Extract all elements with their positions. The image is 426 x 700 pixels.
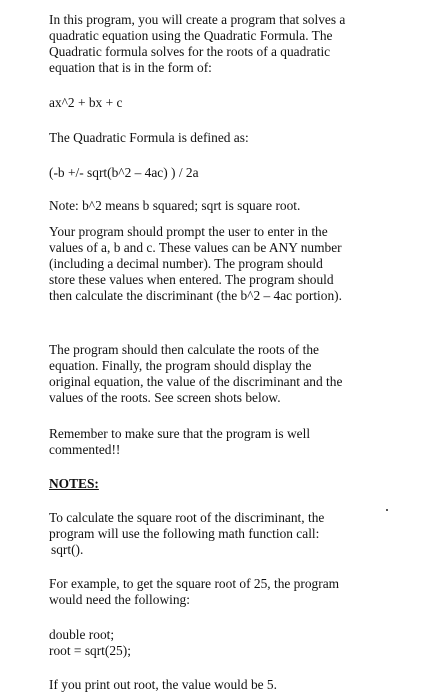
example-line-1: For example, to get the square root of 25, the program [49,576,340,591]
roots-line-2: equation. Finally, the program should display the [49,358,312,373]
roots-line-3: original equation, the value of the discriminant and the [49,374,343,389]
prompt-line-5: then calculate the discriminant (the b^2 – 4ac portion). [49,288,342,303]
sqrt-line-3: sqrt(). [51,542,84,557]
sqrt-line-1: To calculate the square root of the discriminant, the [49,510,325,525]
prompt-line-1: Your program should prompt the user to enter in the [49,224,328,239]
sqrt-line-2: program will use the following math function call: [49,526,320,541]
intro-line-1: In this program, you will create a program that solves a [49,12,346,27]
prompt-line-3: (including a decimal number). The program should [49,256,323,271]
formula-intro: The Quadratic Formula is defined as: [49,130,249,145]
prompt-line-2: values of a, b and c. These values can be ANY number [49,240,342,255]
comment-line-2: commented!! [49,442,121,457]
roots-line-4: values of the roots. See screen shots below. [49,390,281,405]
quadratic-formula: (-b +/- sqrt(b^2 – 4ac) ) / 2a [49,165,199,180]
example-line-2: would need the following: [49,592,190,607]
stray-dot-mark [386,509,388,511]
intro-line-3: Quadratic formula solves for the roots of a quadratic [49,44,331,59]
equation-form: ax^2 + bx + c [49,95,123,110]
roots-line-1: The program should then calculate the roots of the [49,342,319,357]
note-line: Note: b^2 means b squared; sqrt is square root. [49,198,301,213]
comment-line-1: Remember to make sure that the program is well [49,426,311,441]
code-line-2: root = sqrt(25); [49,643,131,658]
closing-line: If you print out root, the value would be 5. [49,677,277,692]
code-line-1: double root; [49,627,115,642]
intro-line-4: equation that is in the form of: [49,60,212,75]
notes-heading: NOTES: [49,476,99,491]
intro-line-2: quadratic equation using the Quadratic Formula. The [49,28,333,43]
prompt-line-4: store these values when entered. The program should [49,272,334,287]
